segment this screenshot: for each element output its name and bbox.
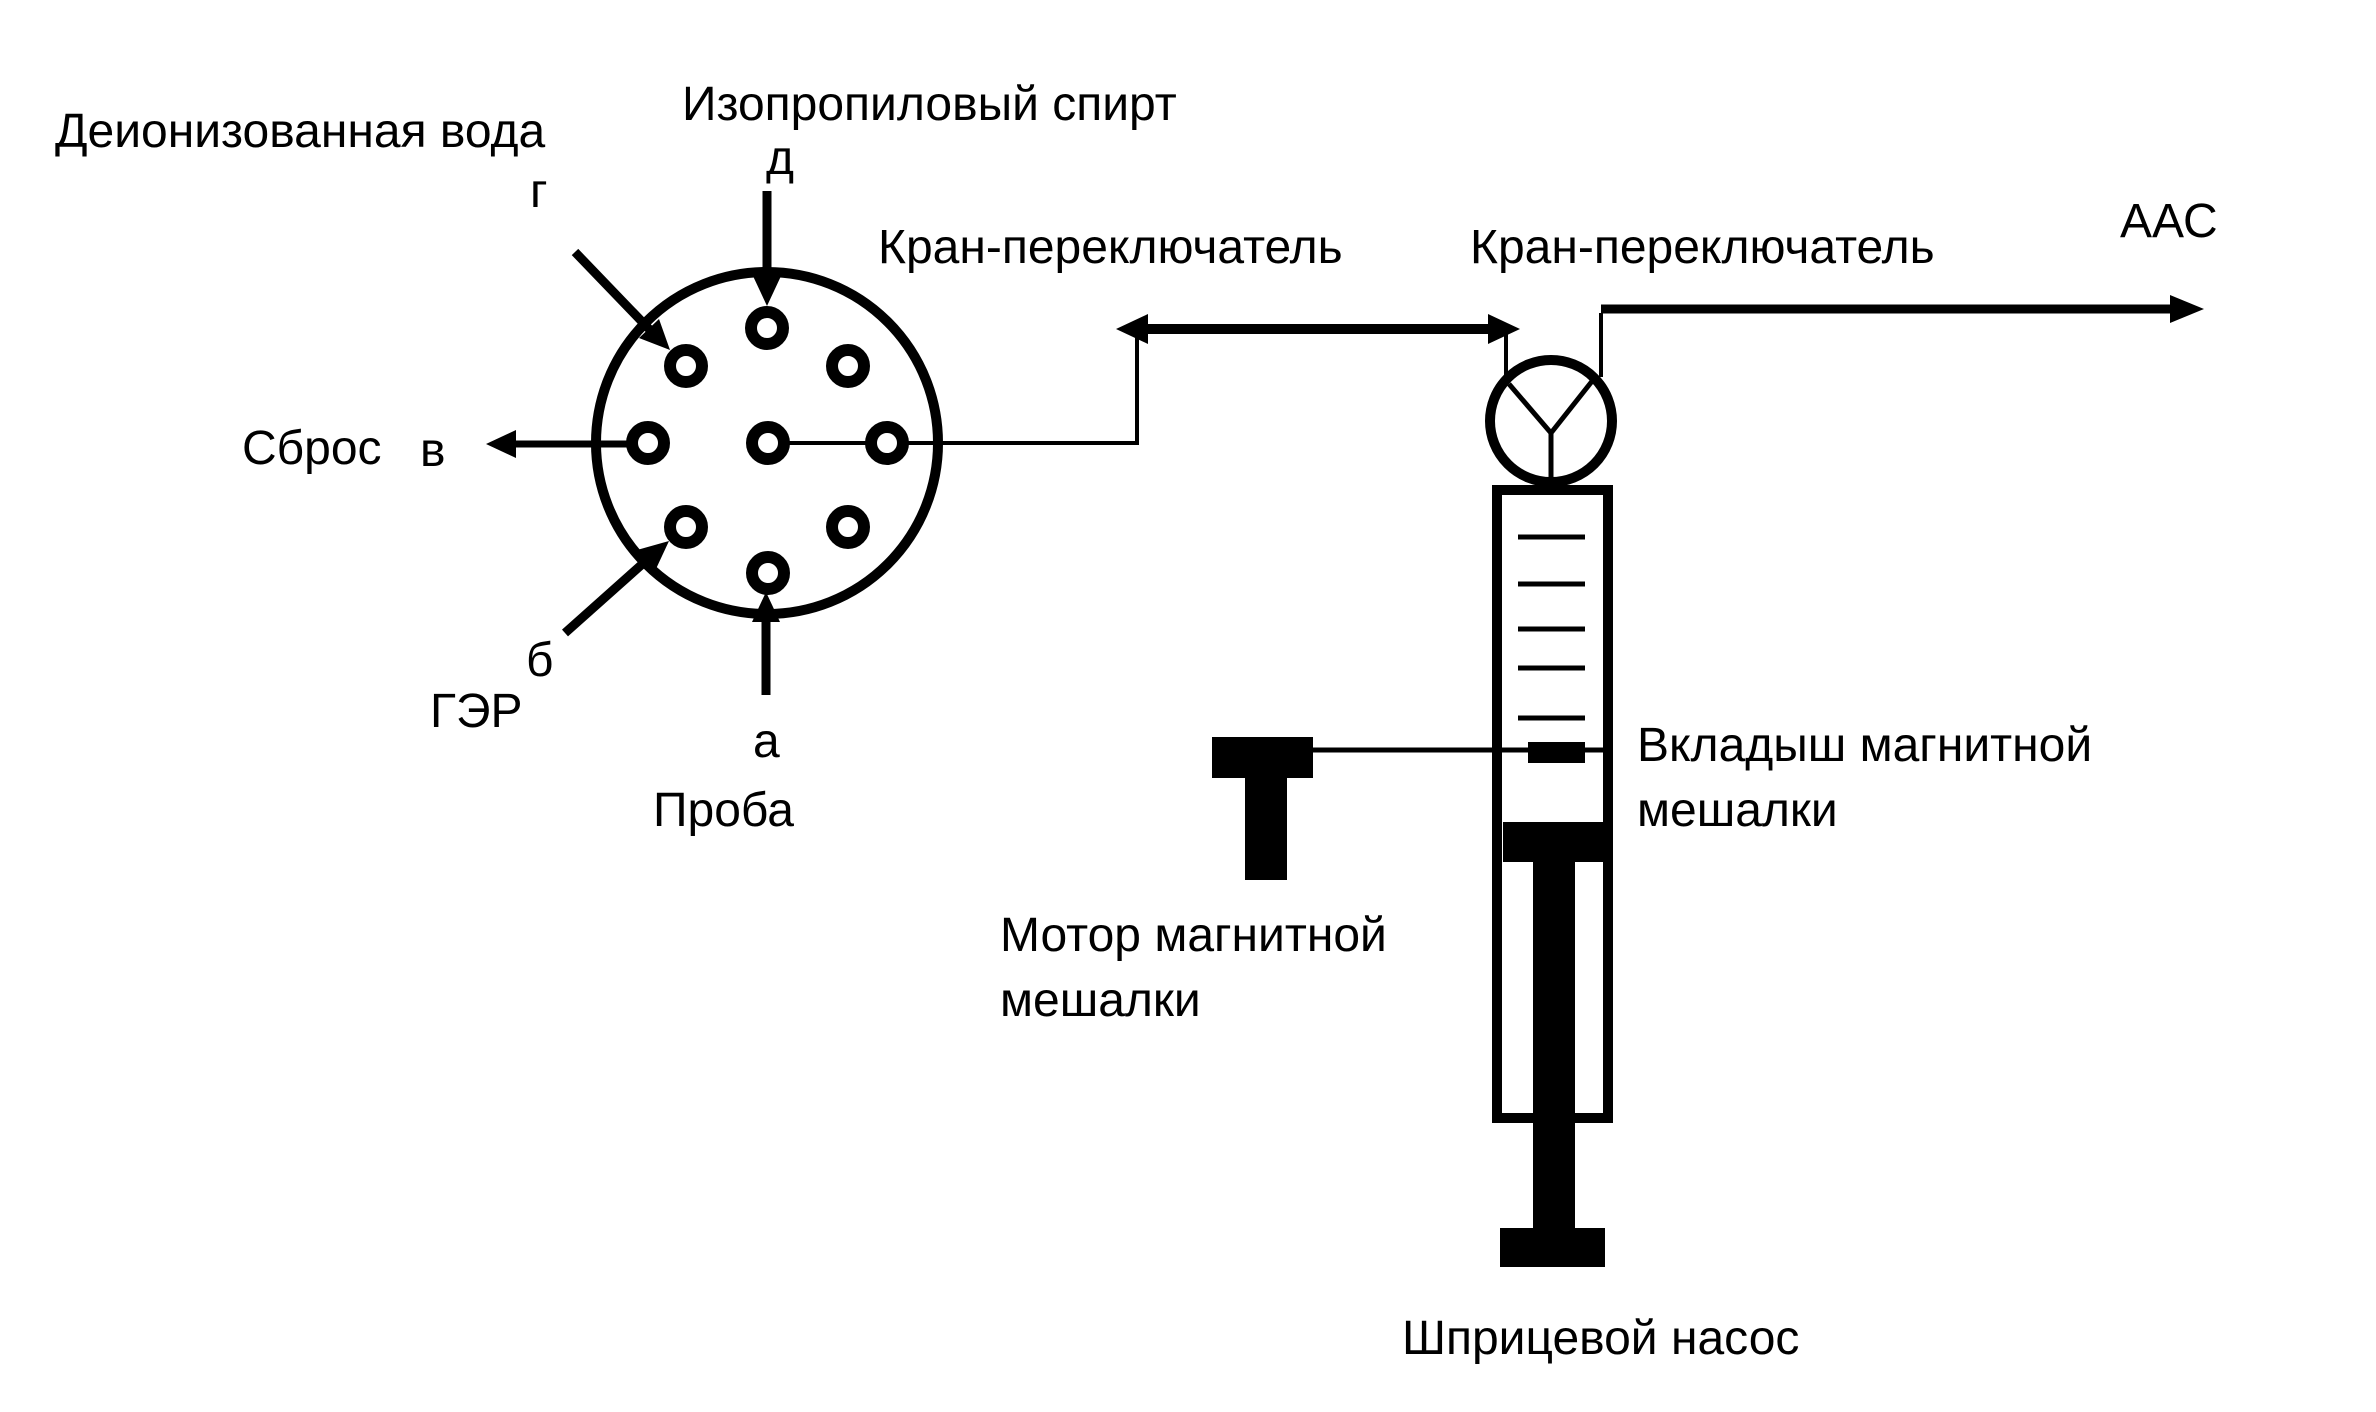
valve-port-lower-left-hole [670,511,702,543]
valve-port-bottom-hole [752,557,784,589]
valve-port-right-hole [871,427,903,459]
syringe-plunger-handle [1500,1228,1605,1267]
water-inlet-arrow-shaft [575,252,650,330]
stir-motor-head [1212,737,1313,778]
magnetic-stir-bar-label: Вкладыш магнитной мешалки [1637,719,2093,837]
syringe-pump-label: Шприцевой насос [1402,1312,1800,1365]
left-valve-switch-label: Кран-переключатель [878,221,1343,274]
deionized-water-label: Деионизованная вода [55,105,546,158]
magnetic-stir-bar [1528,742,1585,763]
right-valve-switch-label: Кран-переключатель [1470,221,1935,274]
syringe-plunger-rod [1533,862,1575,1228]
ger-reagent-label: ГЭР [430,685,523,738]
valve-port-upper-right-hole [832,350,864,382]
valve-transfer-arrowhead-left [1116,314,1148,344]
stir-motor-stem [1245,778,1287,880]
valve-port-top-hole [751,312,783,344]
aas-outlet-arrowhead [2170,295,2204,323]
ger-inlet-arrow-shaft [565,559,648,633]
port-letter-g: г [530,165,548,218]
syringe-piston [1503,822,1603,862]
drain-outlet-arrowhead [486,430,516,458]
magnetic-stir-motor-label: Мотор магнитной мешалки [1000,909,1387,1027]
valve-port-upper-left-hole [670,350,702,382]
port-letter-d: д [766,132,795,185]
port-letter-v: в [420,424,446,477]
port-letter-a: а [753,715,780,768]
aas-output-label: ААС [2120,195,2218,248]
port-letter-b: б [526,634,554,687]
valve-port-left-hole [632,427,664,459]
valve-port-lower-right-hole [832,511,864,543]
sample-label: Проба [653,784,794,837]
isopropyl-alcohol-label: Изопропиловый спирт [682,78,1177,131]
drain-label: Сброс [242,422,382,475]
valve-port-center-hole [752,427,784,459]
